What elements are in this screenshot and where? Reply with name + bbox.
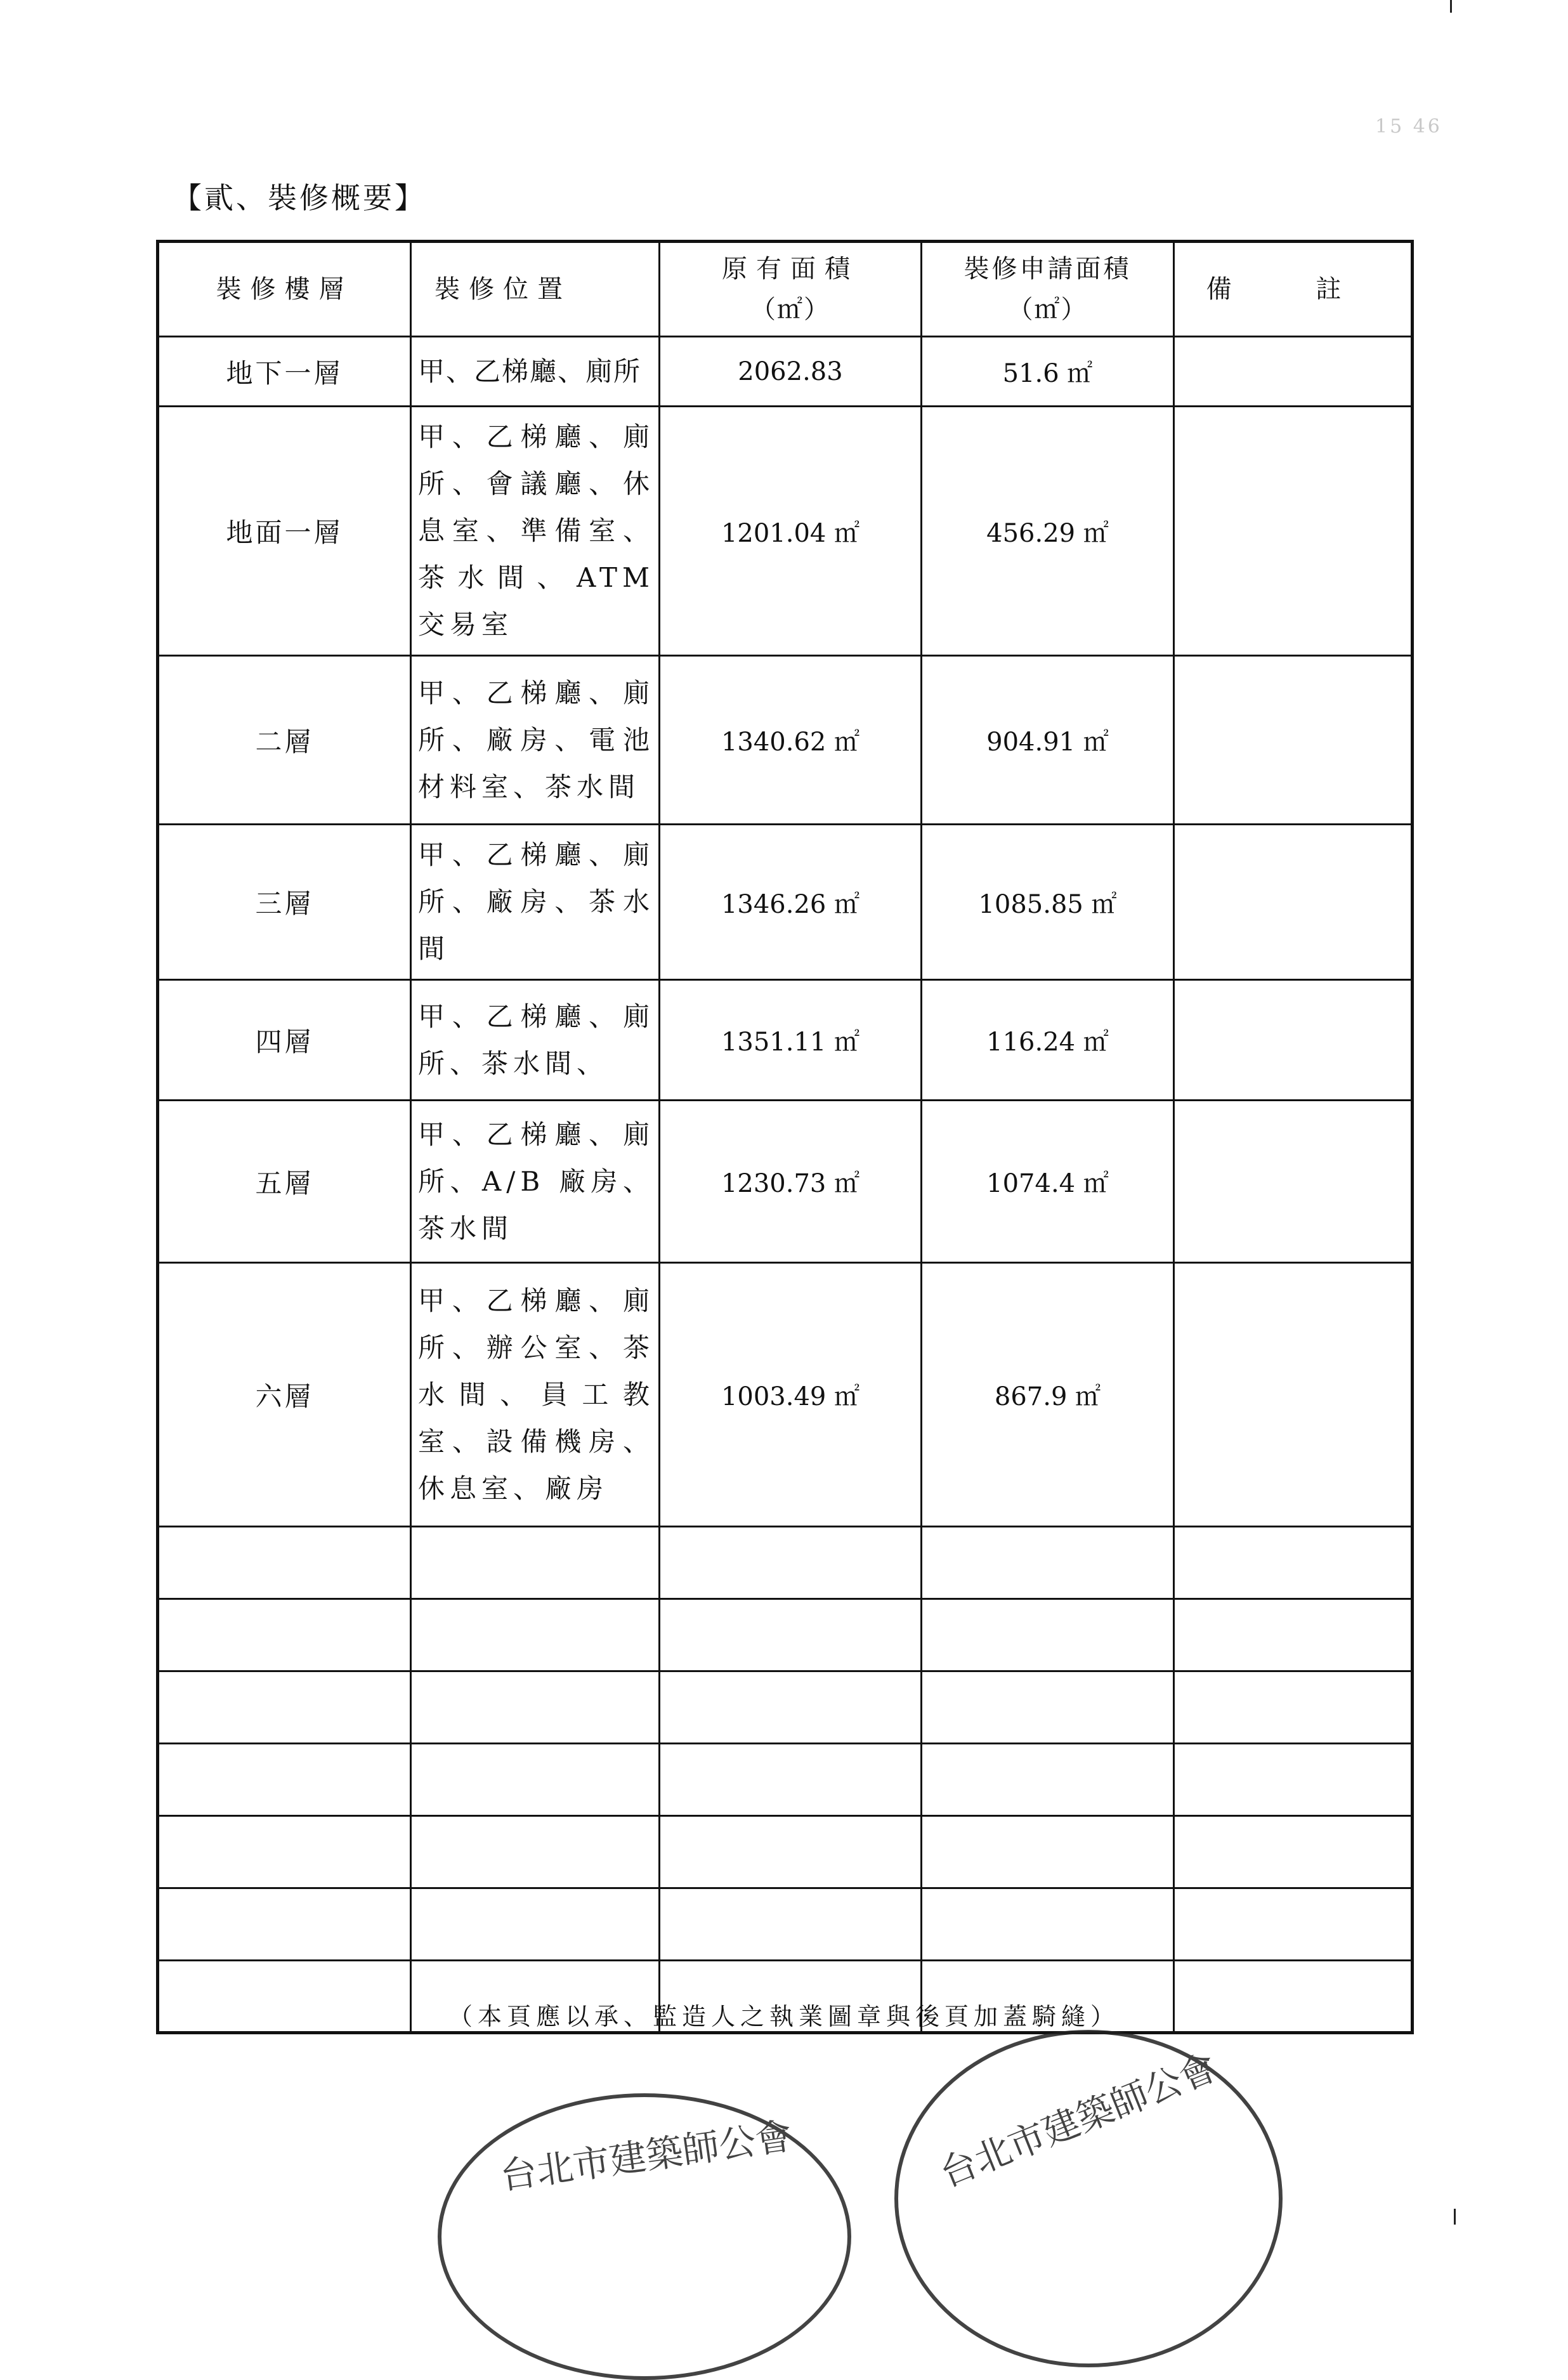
cell-applied-area: 116.24 ㎡ (922, 980, 1174, 1101)
table-row (158, 407, 1413, 656)
cell-floor: 地下一層 (158, 337, 411, 407)
empty-table-row (158, 1888, 1413, 1961)
empty-cell (660, 1888, 922, 1961)
cell-location: 甲、乙梯廳、廁所、會議廳、休息室、準備室、茶水間、ATM 交易室 (411, 407, 660, 656)
cell-original-area: 1230.73 ㎡ (660, 1101, 922, 1263)
empty-cell (660, 1599, 922, 1671)
table-row (158, 825, 1413, 980)
table-row (158, 1101, 1413, 1263)
cell-applied-area: 51.6 ㎡ (922, 337, 1174, 407)
empty-cell (1174, 1816, 1413, 1888)
header-original-area-label: 原有面積 (722, 254, 859, 284)
empty-cell (922, 1888, 1174, 1961)
empty-cell (922, 1744, 1174, 1816)
table-row (158, 980, 1413, 1101)
empty-cell (660, 1527, 922, 1599)
cell-location: 甲、乙梯廳、廁所、辦公室、茶水間、員工教室、設備機房、休息室、廠房 (411, 1263, 660, 1527)
empty-cell (158, 1816, 411, 1888)
cell-floor: 三層 (158, 825, 411, 980)
cell-floor: 六層 (158, 1263, 411, 1527)
empty-table-row (158, 1671, 1413, 1744)
empty-cell (660, 1671, 922, 1744)
table-row (158, 656, 1413, 825)
cell-remarks (1174, 1101, 1413, 1263)
cell-location: 甲、乙梯廳、廁所 (411, 337, 660, 407)
cell-original-area: 1201.04 ㎡ (660, 407, 922, 656)
header-original-area-unit: （㎡） (750, 295, 830, 324)
cell-location: 甲、乙梯廳、廁所、廠房、電池材料室、茶水間 (411, 656, 660, 825)
cell-applied-area: 1085.85 ㎡ (922, 825, 1174, 980)
footer-note: （本頁應以承、監造人之執業圖章與後頁加蓋騎縫） (448, 2003, 1120, 2030)
empty-cell (1174, 1599, 1413, 1671)
page-mark: 15 46 (1375, 115, 1442, 138)
header-location: 裝修位置 (411, 242, 660, 337)
empty-table-row (158, 1816, 1413, 1888)
cell-floor: 四層 (158, 980, 411, 1101)
empty-cell (1174, 1744, 1413, 1816)
seal-right-text: 台北市建築師公會 (934, 2045, 1223, 2196)
empty-cell (1174, 1671, 1413, 1744)
empty-cell (922, 1527, 1174, 1599)
empty-cell (660, 1816, 922, 1888)
cell-remarks (1174, 337, 1413, 407)
table-row (158, 1263, 1413, 1527)
empty-cell (158, 1599, 411, 1671)
empty-table-row (158, 1527, 1413, 1599)
table-row (158, 337, 1413, 407)
empty-cell (411, 1527, 660, 1599)
cell-remarks (1174, 656, 1413, 825)
renovation-summary-table (156, 240, 1414, 2034)
empty-cell (158, 1744, 411, 1816)
edge-tick-top (1450, 0, 1452, 13)
cell-floor: 地面一層 (158, 407, 411, 656)
empty-cell (922, 1599, 1174, 1671)
header-applied-area (922, 242, 1174, 337)
header-original-area (660, 242, 922, 337)
empty-cell (411, 1744, 660, 1816)
empty-cell (922, 1816, 1174, 1888)
cell-floor: 五層 (158, 1101, 411, 1263)
table-header-row (158, 242, 1413, 337)
cell-location: 甲、乙梯廳、廁所、廠房、茶水間 (411, 825, 660, 980)
cell-location: 甲、乙梯廳、廁所、A/B 廠房、茶水間 (411, 1101, 660, 1263)
cell-applied-area: 904.91 ㎡ (922, 656, 1174, 825)
cell-remarks (1174, 825, 1413, 980)
cell-original-area: 2062.83 (660, 337, 922, 407)
empty-cell (158, 1888, 411, 1961)
empty-cell (158, 1671, 411, 1744)
empty-cell (1174, 1888, 1413, 1961)
empty-cell (411, 1599, 660, 1671)
architect-seal-left (438, 2093, 851, 2380)
empty-cell (411, 1888, 660, 1961)
edge-tick-bottom (1454, 2209, 1456, 2225)
header-remarks: 備 註 (1174, 242, 1413, 337)
empty-table-row (158, 1599, 1413, 1671)
header-floor: 裝修樓層 (158, 242, 411, 337)
empty-cell (1174, 1527, 1413, 1599)
empty-cell (922, 1671, 1174, 1744)
cell-floor: 二層 (158, 656, 411, 825)
header-applied-area-unit: （㎡） (1007, 295, 1088, 324)
header-applied-area-label: 裝修申請面積 (964, 254, 1132, 284)
empty-cell (158, 1527, 411, 1599)
empty-cell (411, 1816, 660, 1888)
seal-left-text: 台北市建築師公會 (497, 2114, 795, 2198)
cell-original-area: 1346.26 ㎡ (660, 825, 922, 980)
section-title: 【貳、裝修概要】 (173, 181, 426, 215)
empty-cell (660, 1744, 922, 1816)
cell-remarks (1174, 407, 1413, 656)
cell-applied-area: 867.9 ㎡ (922, 1263, 1174, 1527)
cell-remarks (1174, 980, 1413, 1101)
empty-table-row (158, 1744, 1413, 1816)
cell-original-area: 1003.49 ㎡ (660, 1263, 922, 1527)
cell-original-area: 1351.11 ㎡ (660, 980, 922, 1101)
cell-applied-area: 1074.4 ㎡ (922, 1101, 1174, 1263)
cell-applied-area: 456.29 ㎡ (922, 407, 1174, 656)
cell-remarks (1174, 1263, 1413, 1527)
empty-cell (411, 1671, 660, 1744)
architect-seal-right (894, 2030, 1283, 2367)
cell-original-area: 1340.62 ㎡ (660, 656, 922, 825)
cell-location: 甲、乙梯廳、廁所、茶水間、 (411, 980, 660, 1101)
